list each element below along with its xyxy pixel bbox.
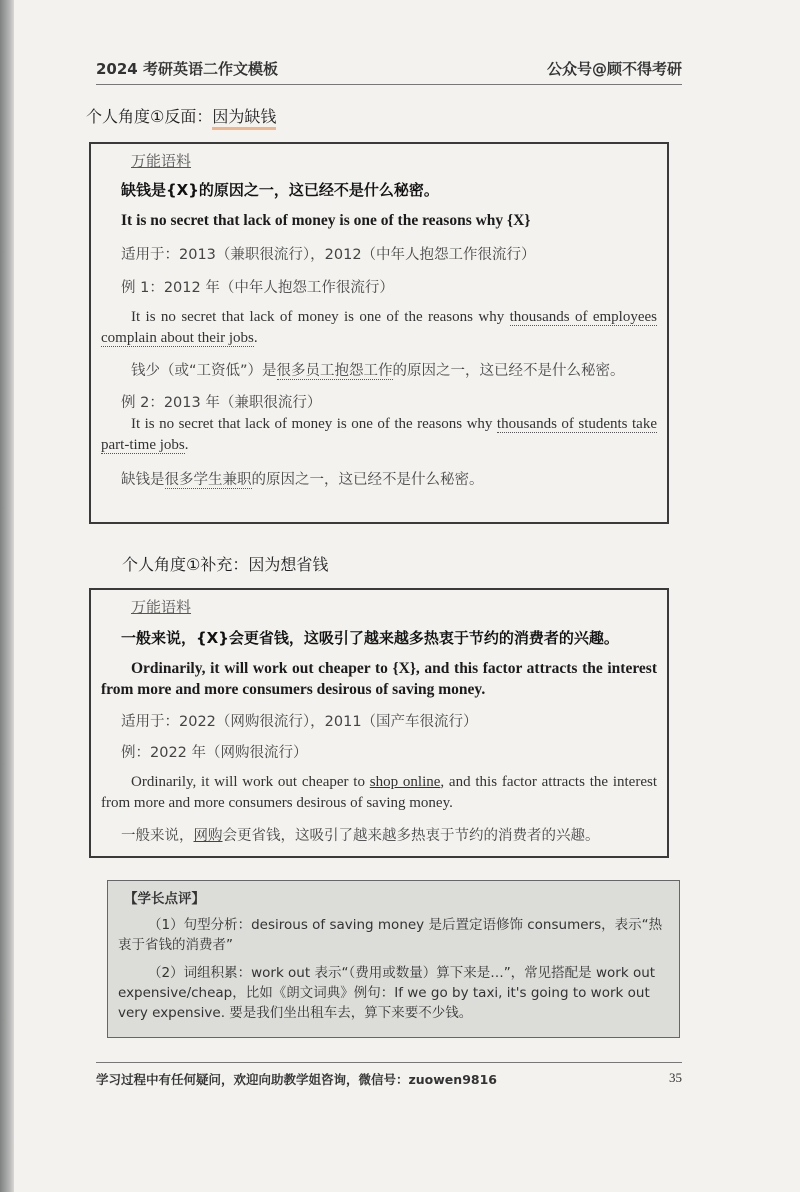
en-template: Ordinarily, it will work out cheaper to {X}, and this factor attracts the interest from more and more consumers desirous of saving money. <box>101 660 657 698</box>
example1-en-underlined: thousands of employees complain about their jobs <box>101 309 657 346</box>
example-en-underlined: shop online <box>369 774 441 790</box>
example1-zh: 钱少（或“工资低”）是很多员工抱怨工作的原因之一，这已经不是什么秘密。 <box>131 363 625 379</box>
zh-template: 缺钱是{X}的原因之一，这已经不是什么秘密。 <box>121 181 439 199</box>
example1-zh-underlined: 很多员工抱怨工作 <box>276 363 393 379</box>
senior-comment-box <box>107 880 680 1038</box>
running-header-account: 公众号@顾不得考研 <box>546 60 682 78</box>
book-spine-shadow <box>0 0 14 1192</box>
running-header-title: 2024 考研英语二作文模板 <box>96 60 278 78</box>
corpus-label: 万能语料 <box>131 598 192 616</box>
header-rule <box>96 84 682 85</box>
example2-zh-underlined: 很多学生兼职 <box>164 472 252 488</box>
applicable-years: 适用于：2013（兼职很流行），2012（中年人抱怨工作很流行） <box>121 247 536 263</box>
example-zh: 一般来说，网购会更省钱，这吸引了越来越多热衷于节约的消费者的兴趣。 <box>121 828 600 844</box>
section-title-highlight: 因为缺钱 <box>212 107 276 130</box>
comment-item-1: （1）句型分析：desirous of saving money 是后置定语修饰 consumers，表示“热衷于省钱的消费者” <box>118 917 663 953</box>
comment-item-2: （2）词组积累：work out 表示“（费用或数量）算下来是…”，常见搭配是 work out expensive/cheap，比如《朗文词典》例句：If we go by taxi, it's going to work out very expensive. 要是我们坐出租车去，算下来要不少钱。 <box>118 965 656 1021</box>
example-en: Ordinarily, it will work out cheaper to shop online, and this factor attracts the interest from more and more consumers desirous of saving money. <box>101 774 657 811</box>
example2-en-underlined: thousands of students take part-time jobs <box>101 416 657 453</box>
section-title-negative <box>86 104 276 127</box>
footer-rule <box>96 1062 682 1063</box>
example2-en: It is no secret that lack of money is one of the reasons why thousands of students take part-time jobs. <box>101 416 657 453</box>
example1-label: 例 1：2012 年（中年人抱怨工作很流行） <box>121 280 394 296</box>
example-label: 例：2022 年（网购很流行） <box>121 745 308 761</box>
applicable-years: 适用于：2022（网购很流行），2011（国产车很流行） <box>121 714 478 730</box>
example2-zh: 缺钱是很多学生兼职的原因之一，这已经不是什么秘密。 <box>121 472 484 488</box>
page-number: 35 <box>669 1070 682 1085</box>
corpus-box-save-money <box>89 588 669 858</box>
comment-heading: 【学长点评】 <box>124 891 205 907</box>
zh-template: 一般来说，{X}会更省钱，这吸引了越来越多热衷于节约的消费者的兴趣。 <box>121 629 619 647</box>
corpus-box-lack-of-money <box>89 142 669 524</box>
example2-label: 例 2：2013 年（兼职很流行） <box>121 395 322 411</box>
example-zh-underlined: 网购 <box>193 828 223 844</box>
section-title-supplement: 个人角度①补充：因为想省钱 <box>122 555 329 574</box>
book-page <box>14 0 800 1192</box>
corpus-label: 万能语料 <box>131 152 192 170</box>
section-title-prefix: 个人角度①反面： <box>86 107 213 126</box>
example1-en: It is no secret that lack of money is one of the reasons why thousands of employees complain about their jobs. <box>101 309 657 346</box>
footer-contact: 学习过程中有任何疑问，欢迎向助教学姐咨询，微信号：zuowen9816 <box>96 1072 497 1087</box>
en-template: It is no secret that lack of money is one of the reasons why {X} <box>121 212 531 229</box>
